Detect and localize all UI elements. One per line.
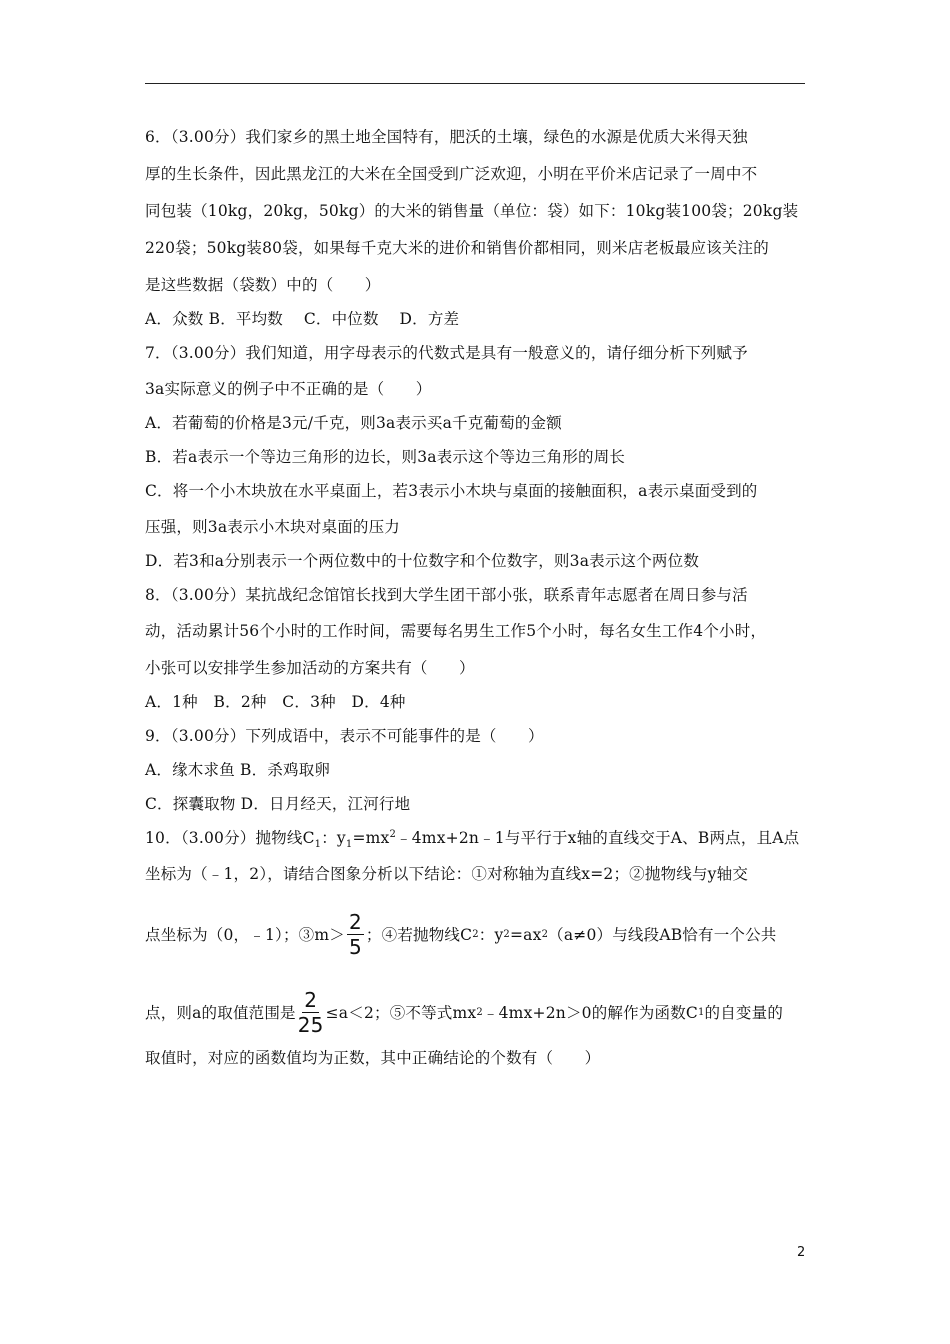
q6-options: A．众数 B．平均数 C．中位数 D．方差 [145,310,460,328]
q7-line-2: 3a实际意义的例子中不正确的是（ ） [145,380,432,398]
q6-line-5: 是这些数据（袋数）中的（ ） [145,276,381,294]
q8-line-1: 8．（3.00分）某抗战纪念馆馆长找到大学生团干部小张，联系青年志愿者在周日参与活 [145,586,748,604]
page-number: 2 [797,1245,806,1260]
q8-line-2: 动，活动累计56个小时的工作时间，需要每名男生工作5个小时，每名女生工作4个小时， [145,622,767,640]
q10-line-3: 点坐标为（0，﹣1）；③m＞ $\frac{2}{5}$ ；④若抛物线C 2 ：y 2 =ax 2 （a≠0）与线段AB恰有一个公共 [145,910,777,959]
q10-line-1: 10．（3.00分）抛物线$C_1$：$y_1=mx^2﹣4mx+2n﹣1$与平行于x轴的直线交于A、B两点，且A点 [145,828,800,851]
q9-line-1: 9．（3.00分）下列成语中，表示不可能事件的是（ ） [145,727,544,745]
q10-line-4: 点，则a的取值范围是 $\frac{2}{25}$ ≤a＜2；⑤不等式mx 2 ﹣4mx+2n＞0的解作为函数C 1 的自变量的 [145,988,784,1037]
q6-line-2: 厚的生长条件，因此黑龙江的大米在全国受到广泛欢迎，小明在平价米店记录了一周中不 [145,165,758,183]
q9-options-cd: C．探囊取物 D．日月经天，江河行地 [145,795,411,813]
q7-option-c-line-1: C．将一个小木块放在水平桌面上，若3表示小木块与桌面的接触面积，a表示桌面受到的 [145,482,758,500]
q6-line-3: 同包装（10kg，20kg，50kg）的大米的销售量（单位：袋）如下：10kg装100袋；20kg装 [145,202,799,220]
q6-line-4: 220袋；50kg装80袋，如果每千克大米的进价和销售价都相同，则米店老板最应该关注的 [145,239,769,257]
q9-options-ab: A．缘木求鱼 B．杀鸡取卵 [145,761,331,779]
fraction-two-twentyfifths: $\frac{2}{25}$ [297,988,324,1037]
header-rule [145,83,805,84]
q7-option-c-line-2: 压强，则3a表示小木块对桌面的压力 [145,518,401,536]
q6-line-1: 6．（3.00分）我们家乡的黑土地全国特有，肥沃的土壤，绿色的水源是优质大米得天独 [145,128,748,146]
q8-line-3: 小张可以安排学生参加活动的方案共有（ ） [145,659,475,677]
q7-line-1: 7．（3.00分）我们知道，用字母表示的代数式是具有一般意义的，请仔细分析下列赋予 [145,344,748,362]
q7-option-a: A．若葡萄的价格是3元/千克，则3a表示买a千克葡萄的金额 [145,414,562,432]
q7-option-d: D．若3和a分别表示一个两位数中的十位数字和个位数字，则3a表示这个两位数 [145,552,700,570]
fraction-two-fifths: $\frac{2}{5}$ [348,910,362,959]
q10-line-5: 取值时，对应的函数值均为正数，其中正确结论的个数有（ ） [145,1049,601,1067]
q10-line-2: 坐标为（﹣1，2），请结合图象分析以下结论：①对称轴为直线x=2；②抛物线与y轴交 [145,865,749,883]
q7-option-b: B．若a表示一个等边三角形的边长，则3a表示这个等边三角形的周长 [145,448,626,466]
q8-options: A．1种 B．2种 C．3种 D．4种 [145,693,406,711]
